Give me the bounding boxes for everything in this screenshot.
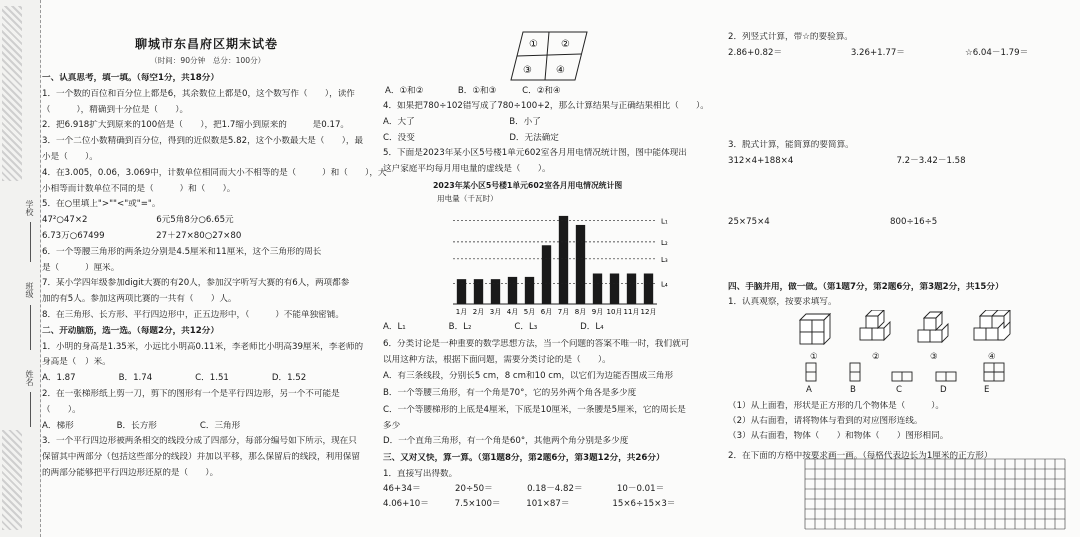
chart-x-tick: 12月 (640, 308, 657, 316)
question-line: 6．分类讨论是一种重要的数学思想方法，当一个问题的答案不唯一时，我们就可 (383, 339, 690, 349)
chart-x-tick: 11月 (623, 308, 640, 316)
question-line: 3．一个二位小数精确到百分位，得到的近似数是5.82，这个小数最大是（ ），最 (42, 136, 364, 147)
question-line: 6.73万○67499 27＋27×80○27×80 (42, 231, 242, 241)
chart-x-tick: 3月 (489, 308, 502, 316)
question-line: 的两部分能够把平行四边形还原的是（ ）。 (42, 468, 219, 478)
question-line: 47²○47×2 6元5角8分○6.65元 (42, 215, 234, 226)
chart-bar-9月 (593, 274, 602, 304)
question-line: 多少 (383, 421, 401, 431)
cube-label-3: ③ (930, 352, 938, 362)
fig-label-1: ① (529, 39, 538, 50)
parallelogram-figure (509, 30, 589, 82)
cube-figures (796, 310, 1076, 352)
question-line: B．一个等腰三角形，有一个角是70°，它的另外两个角各是多少度 (383, 388, 637, 398)
question-line: 46+34＝ 20÷50＝ 0.18－4.82＝ 10－0.01＝ (383, 484, 665, 494)
chart-line-label: L₃ (661, 255, 668, 264)
fig-label-4: ④ (556, 65, 565, 76)
cube-label-1: ① (810, 352, 818, 362)
q3-options: A．①和② B．①和③ C．②和④ (385, 86, 561, 96)
question-line: 1．一个数的百位和百分位上都是6，其余数位上都是0，这个数写作（ ），读作 (42, 88, 355, 99)
question-line: （2）从右面看，请将物体与看到的对应图形连线。 (728, 416, 923, 426)
question-line: 2．在一张梯形纸上剪一刀，剪下的图形有一个是平行四边形，另一个不可能是 (42, 389, 340, 399)
binding-label-name: 姓名 (25, 370, 34, 386)
question-line: A．有三条线段，分别长5 cm，8 cm和10 cm，以它们为边能否围成三角形 (383, 371, 674, 381)
exam-title: 聊城市东昌府区期末试卷 (135, 37, 279, 51)
binding-strip (0, 0, 41, 537)
view-label-e: E (984, 385, 990, 395)
section-heading: 二、开动脑筋，选一选。（每题2分，共12分） (42, 325, 219, 336)
chart-x-tick: 8月 (574, 308, 587, 316)
question-line: A．大了 B．小了 (383, 116, 541, 127)
question-line: 25×75×4 800÷16÷5 (728, 217, 938, 227)
chart-bar-11月 (627, 274, 636, 304)
question-line: A．梯形 B．长方形 C．三角形 (42, 420, 241, 431)
binding-line (30, 392, 31, 427)
chart-bar-10月 (610, 274, 619, 304)
binding-label-school: 学校 (25, 200, 34, 216)
chart-line-label: L₁ (661, 217, 668, 226)
chart-x-tick: 10月 (606, 308, 623, 316)
chart-x-tick: 6月 (540, 308, 553, 316)
question-line: 加的有5人。参加这两项比赛的一共有（ ）人。 (42, 294, 237, 305)
section-heading: 三、又对又快，算一算。（第1题8分，第2题6分，第3题12分，共26分） (383, 453, 665, 463)
question-line: 4．如果把780÷102错写成了780÷100+2，那么计算结果与正确结果相比（ ）。 (383, 101, 709, 111)
section-heading: 四、手脑并用，做一做。（第1题7分，第2题6分，第3题2分，共15分） (728, 282, 1004, 292)
question-line: 6．一个等腰三角形的两条边分别是4.5厘米和11厘米，这个三角形的周长 (42, 246, 322, 257)
chart-bar-3月 (491, 279, 500, 304)
exam-subtitle: （时间：90分钟 总分：100分） (150, 56, 266, 65)
chart-line-label: L₂ (661, 238, 668, 247)
chart-bar-12月 (644, 274, 653, 304)
binding-line (30, 305, 31, 350)
question-line: 2．在下面的方格中按要求画一画。（每格代表边长为1厘米的正方形） (728, 451, 993, 461)
fig-label-2: ② (561, 39, 570, 50)
question-line: A．L₁ B．L₂ C．L₃ D．L₄ (383, 322, 604, 332)
question-line: D．一个直角三角形，有一个角是60°，其他两个角分别是多少度 (383, 436, 629, 446)
chart-x-tick: 1月 (455, 308, 468, 316)
question-line: 1．小明的身高是1.35米，小远比小明高0.11米，李老师比小明高39厘米，李老师的 (42, 341, 364, 352)
question-line: A．1.87 B．1.74 C．1.51 D．1.52 (42, 373, 307, 384)
chart-title: 2023年某小区5号楼1单元602室各月用电情况统计图 (433, 181, 623, 190)
column-middle (381, 0, 717, 537)
drawing-grid[interactable] (804, 458, 1066, 530)
question-line: 2.86+0.82＝ 3.26+1.77＝ ☆6.04－1.79＝ (728, 48, 1029, 58)
chart-ylabel: 用电量（千瓦时） (437, 194, 498, 203)
question-line: 5．在○里填上">""<"或"="。 (42, 199, 161, 210)
question-line: 保留其中两部分（包括这些部分的线段）并加以平移，那么保留后的线段，利用保留 (42, 452, 360, 463)
binding-hatch-bottom (2, 430, 22, 530)
question-line: 7．某小学四年级参加digit大赛的有20人，参加汉字听写大赛的有6人，两项都参 (42, 278, 350, 289)
chart-x-tick: 2月 (472, 308, 485, 316)
chart-bar-7月 (559, 216, 568, 304)
question-line: 小相等而计数单位不同的是（ ）和（ ）。 (42, 183, 236, 194)
question-line: C．一个等腰梯形的上底是4厘米，下底是10厘米，一条腰是5厘米，它的周长是 (383, 405, 686, 415)
question-line: 3．脱式计算，能简算的要简算。 (728, 140, 854, 150)
view-label-b: B (850, 385, 856, 395)
question-line: 1．直接写出得数。 (383, 469, 458, 479)
question-line: 3．一个平行四边形被两条相交的线段分成了四部分，每部分编号如下所示，现在只 (42, 436, 357, 447)
question-line: 身高是（ ）米。 (42, 357, 111, 368)
binding-label-class: 班级 (25, 282, 34, 298)
question-line: 4.06+10＝ 7.5×100＝ 101×87＝ 15×6÷15×3＝ (383, 499, 676, 509)
question-line: 2．把6.918扩大到原来的100倍是（ ），把1.7缩小到原来的 是0.17。 (42, 120, 350, 131)
binding-hatch-top (2, 6, 22, 181)
question-line: 8．在三角形、长方形、平行四边形中，正五边形中，（ ）不能单独密铺。 (42, 310, 344, 320)
view-shapes (804, 361, 1034, 383)
question-line: （3）从右面看，物体（ ）和物体（ ）图形相同。 (728, 431, 949, 441)
binding-line (30, 222, 31, 262)
question-line: 小是（ ）。 (42, 152, 98, 162)
question-line: 这户家庭平均每月用电量的虚线是（ ）。 (383, 164, 551, 175)
cube-label-4: ④ (988, 352, 996, 362)
chart-bar-6月 (542, 245, 551, 304)
chart-bar-2月 (474, 279, 483, 304)
chart-line-label: L₄ (661, 280, 668, 289)
question-line: 4．在3.005，0.06，3.069中，计数单位相同而大小不相等的是（ ）和（ ），大 (42, 167, 387, 178)
question-line: 是（ ）厘米。 (42, 262, 120, 273)
chart-bar-8月 (576, 225, 585, 304)
question-line: （1）从上面看，形状是正方形的几个物体是（ ）。 (728, 401, 945, 411)
view-label-d: D (940, 385, 947, 395)
question-line: 5．下面是2023年某小区5号楼1单元602室各月用电情况统计图，图中能体现出 (383, 148, 687, 159)
electricity-bar-chart (445, 204, 685, 322)
column-left (40, 0, 387, 537)
chart-x-tick: 5月 (523, 308, 536, 316)
chart-bar-4月 (508, 277, 517, 304)
chart-bar-5月 (525, 277, 534, 304)
cube-label-2: ② (872, 352, 880, 362)
column-right (726, 0, 1076, 537)
chart-x-tick: 9月 (591, 308, 604, 316)
view-label-c: C (896, 385, 903, 395)
fig-label-3: ③ (523, 65, 532, 76)
question-line: （ ）。 (42, 404, 81, 415)
chart-x-tick: 4月 (506, 308, 519, 316)
section-heading: 一、认真思考，填一填。（每空1分，共18分） (42, 73, 219, 83)
question-line: 2．列竖式计算，带☆的要验算。 (728, 32, 853, 42)
question-line: C．没变 D．无法确定 (383, 132, 559, 143)
question-line: 312×4+188×4 7.2－3.42－1.58 (728, 156, 966, 166)
view-label-a: A (806, 385, 812, 395)
chart-bar-1月 (457, 279, 466, 304)
question-line: 以用这种方法，根据下面问题，需要分类讨论的是（ ）。 (383, 355, 611, 365)
question-line: （ ），精确到十分位是（ ）。 (42, 104, 189, 115)
question-line: 1．认真观察，按要求填写。 (728, 297, 837, 307)
chart-x-tick: 7月 (557, 308, 570, 316)
